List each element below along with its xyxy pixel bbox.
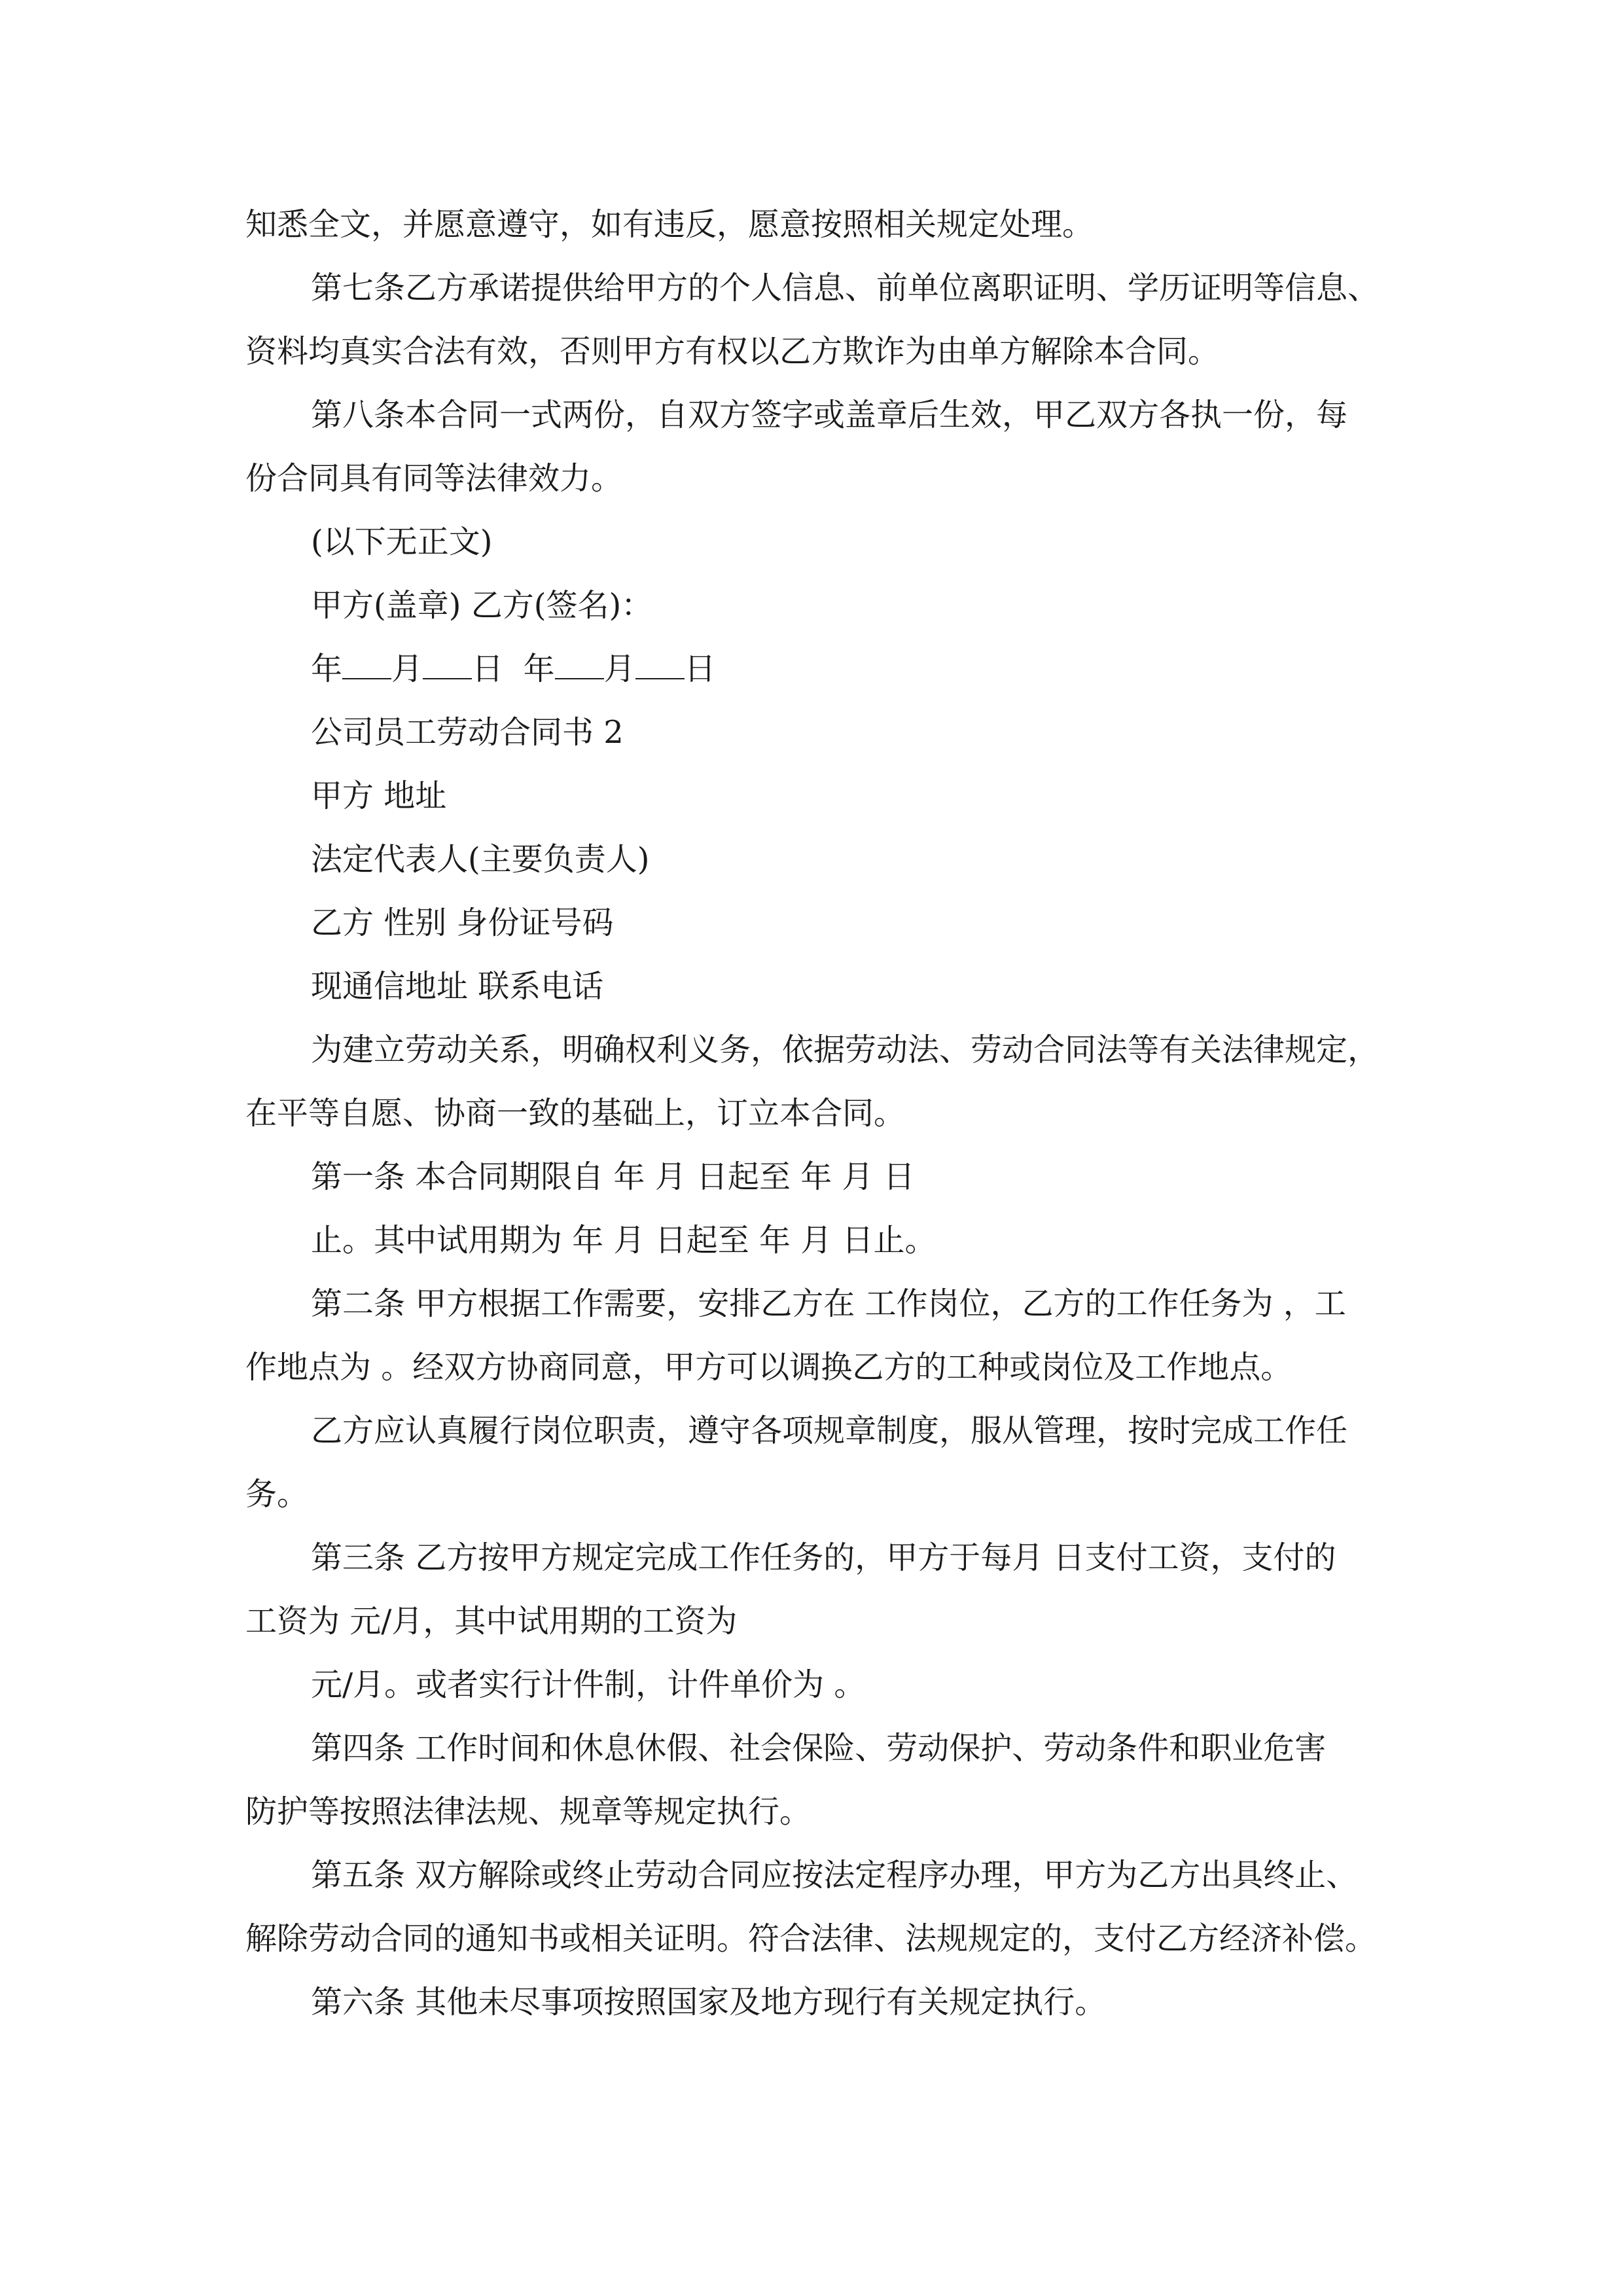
- text-line: 务。: [245, 1476, 309, 1513]
- text-line: 资料均真实合法有效，否则甲方有权以乙方欺诈为由单方解除本合同。: [245, 333, 1220, 370]
- text-line: (以下无正文): [311, 524, 493, 560]
- text-line: 现通信地址 联系电话: [311, 968, 604, 1005]
- text-line: 第二条 甲方根据工作需要，安排乙方在 工作岗位，乙方的工作任务为 ，工: [311, 1285, 1346, 1322]
- text-line: 份合同具有同等法律效力。: [245, 460, 623, 497]
- text-line: 工资为 元/月，其中试用期的工资为: [245, 1603, 738, 1640]
- text-line: 作地点为 。经双方协商同意，甲方可以调换乙方的工种或岗位及工作地点。: [245, 1349, 1293, 1386]
- text-line: 防护等按照法律法规、规章等规定执行。: [245, 1793, 812, 1830]
- section-title: 公司员工劳动合同书 2: [311, 714, 624, 751]
- date-day: 日: [472, 651, 504, 687]
- text-line: 第四条 工作时间和休息休假、社会保险、劳动保护、劳动条件和职业危害: [311, 1730, 1327, 1767]
- text-line: 乙方应认真履行岗位职责，遵守各项规章制度，服从管理，按时完成工作任: [311, 1412, 1348, 1449]
- date-blank: [342, 652, 391, 679]
- date-month: 月: [603, 651, 635, 687]
- signature-line: 甲方(盖章) 乙方(签名)：: [311, 587, 653, 624]
- text-line: 甲方 地址: [311, 778, 447, 814]
- date-line: [245, 637, 1397, 701]
- date-blank: [423, 652, 472, 679]
- document-body: [245, 193, 1397, 2034]
- date-day: 日: [684, 651, 716, 687]
- date-blank: [555, 652, 604, 679]
- text-line: 解除劳动合同的通知书或相关证明。符合法律、法规规定的，支付乙方经济补偿。: [245, 1920, 1377, 1957]
- text-line: 第八条本合同一式两份，自双方签字或盖章后生效，甲乙双方各执一份，每: [311, 397, 1348, 433]
- text-line: 为建立劳动关系，明确权利义务，依据劳动法、劳动合同法等有关法律规定，: [311, 1031, 1380, 1068]
- text-line: 第一条 本合同期限自 年 月 日起至 年 月 日: [311, 1158, 915, 1195]
- text-line: 元/月。或者实行计件制，计件单价为 。: [311, 1666, 866, 1703]
- text-line: 知悉全文，并愿意遵守，如有违反，愿意按照相关规定处理。: [245, 206, 1094, 243]
- text-line: 第六条 其他未尽事项按照国家及地方现行有关规定执行。: [311, 1984, 1107, 2020]
- date-year: 年: [311, 651, 343, 687]
- date-month: 月: [391, 651, 423, 687]
- date-year: 年: [523, 651, 555, 687]
- date-blank: [635, 652, 685, 679]
- text-line: 在平等自愿、协商一致的基础上，订立本合同。: [245, 1095, 906, 1132]
- text-line: 第七条乙方承诺提供给甲方的个人信息、前单位离职证明、学历证明等信息、: [311, 270, 1380, 306]
- text-line: 止。其中试用期为 年 月 日起至 年 月 日止。: [311, 1222, 936, 1259]
- text-line: 第三条 乙方按甲方规定完成工作任务的，甲方于每月 日支付工资，支付的: [311, 1539, 1336, 1576]
- text-line: 第五条 双方解除或终止劳动合同应按法定程序办理，甲方为乙方出具终止、: [311, 1857, 1358, 1893]
- text-line: 法定代表人(主要负责人): [311, 841, 650, 878]
- text-line: 乙方 性别 身份证号码: [311, 905, 614, 941]
